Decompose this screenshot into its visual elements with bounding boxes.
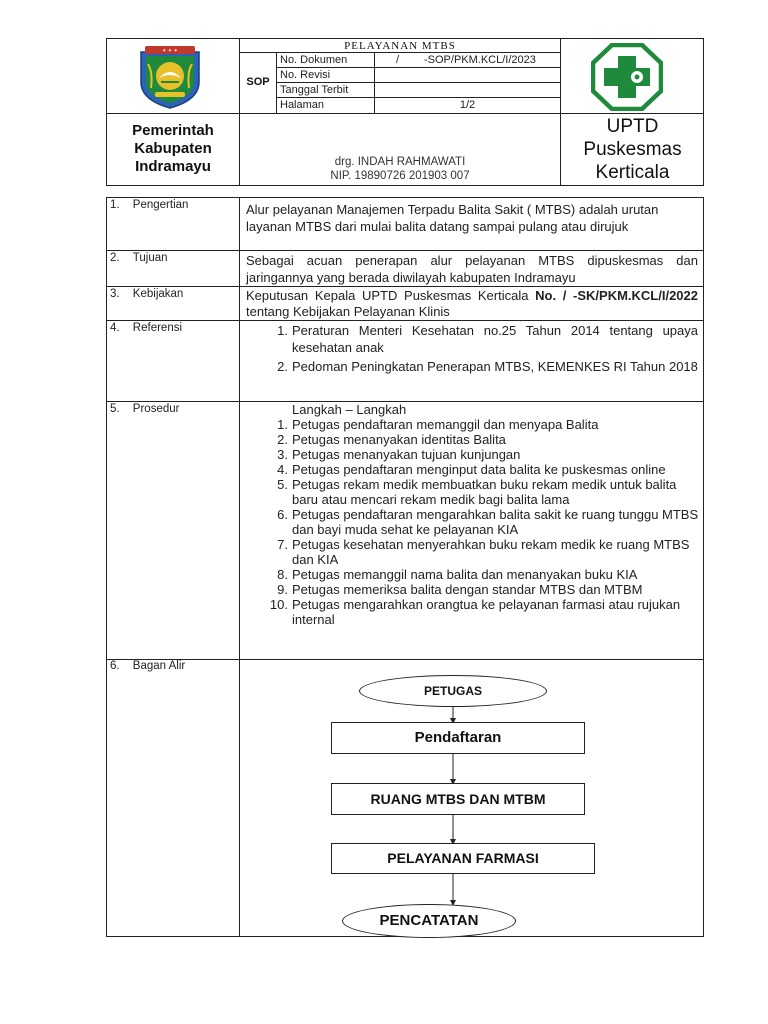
procedure-step-text: Petugas memanggil nama balita dan menanyakan buku KIA [292, 567, 638, 582]
procedure-step [268, 477, 700, 507]
list-item-text: Peraturan Menteri Kesehatan no.25 Tahun 2014 tentang upaya kesehatan anak [292, 323, 698, 355]
row-label-prosedur [110, 403, 179, 415]
flow-end-oval: PENCATATAN [342, 904, 516, 938]
list-item-text: Pedoman Peningkatan Penerapan MTBS, KEMENKES RI Tahun 2018 [292, 359, 698, 374]
government-name-line: Indramayu [135, 158, 211, 175]
uptd-name-line: UPTD [606, 116, 659, 137]
row-label: Prosedur [132, 403, 180, 415]
flow-start-oval: PETUGAS [359, 675, 547, 707]
tujuan-text: Sebagai acuan penerapan alur pelayanan MTBS dipuskesmas dan jaringannya yang berada diwilayah kabupaten Indramayu [246, 253, 698, 285]
procedure-step [268, 447, 700, 462]
list-item [268, 358, 698, 375]
row-label: Tujuan [132, 252, 168, 264]
flow-box-pelayanan-farmasi: PELAYANAN FARMASI [331, 843, 595, 874]
meta-value-no-dokumen: -SOP/PKM.KCL/I/2023 [424, 54, 536, 66]
procedure-step-number: 2. [277, 432, 288, 447]
procedure-step [268, 597, 700, 627]
row-label-pengertian [110, 199, 188, 211]
flowchart [240, 660, 704, 936]
procedure-step-text: Petugas mengarahkan orangtua ke pelayanan farmasi atau rujukan internal [292, 597, 681, 627]
procedure-step-number: 6. [277, 507, 288, 522]
list-item-number: 1. [277, 323, 288, 338]
row-number: 3. [110, 288, 120, 300]
flow-box-pendaftaran: Pendaftaran [331, 722, 585, 754]
table-divider [106, 286, 704, 287]
meta-label-halaman: Halaman [280, 99, 325, 111]
kebijakan-text [246, 288, 698, 320]
procedure-step [268, 567, 700, 582]
government-name-line: Kabupaten [134, 140, 212, 157]
row-label: Kebijakan [132, 288, 184, 300]
procedure-step-number: 4. [277, 462, 288, 477]
row-label: Referensi [132, 322, 183, 334]
kebijakan-text-c: tentang Kebijakan Pelayanan Klinis [246, 304, 450, 319]
row-number: 4. [110, 322, 120, 334]
row-label-kebijakan [110, 288, 183, 300]
procedure-step-text: Petugas kesehatan menyerahkan buku rekam medik ke ruang MTBS dan KIA [292, 537, 690, 567]
uptd-name-line: Kerticala [595, 162, 670, 183]
referensi-list [268, 322, 698, 375]
row-label-bagan-alir [110, 660, 185, 672]
procedure-step-text: Petugas memeriksa balita dengan standar MTBS dan MTBM [292, 582, 643, 597]
flow-box-ruang-mtbs: RUANG MTBS DAN MTBM [331, 783, 585, 815]
procedure-step [268, 507, 700, 537]
meta-label-tanggal-terbit: Tanggal Terbit [280, 84, 349, 96]
pengertian-text: Alur pelayanan Manajemen Terpadu Balita Sakit ( MTBS) adalah urutan layanan MTBS dari mulai balita datang sampai pulang atau dirujuk [246, 202, 659, 234]
signatory-block [240, 155, 560, 183]
meta-value-slash: / [396, 54, 400, 66]
procedure-step-text: Petugas pendaftaran menginput data balita ke puskesmas online [292, 462, 666, 477]
procedure-step-number: 9. [277, 582, 288, 597]
svg-text:✦ ✦ ✦: ✦ ✦ ✦ [162, 48, 178, 54]
uptd-name-line: Puskesmas [583, 139, 682, 160]
row-number: 6. [110, 660, 120, 672]
procedure-step-number: 8. [277, 567, 288, 582]
row-number: 2. [110, 252, 120, 264]
procedure-step-number: 10. [269, 597, 288, 612]
puskesmas-logo-icon [591, 43, 663, 116]
signatory-name: drg. INDAH RAHMAWATI [334, 156, 466, 168]
list-item [268, 322, 698, 356]
kabupaten-emblem-icon [133, 42, 207, 115]
meta-label-no-revisi: No. Revisi [280, 69, 331, 81]
procedure-step-number: 5. [277, 477, 288, 492]
procedure-step-text: Petugas pendaftaran mengarahkan balita sakit ke ruang tunggu MTBS dan bayi muda sehat ke pelayanan KIA [292, 507, 699, 537]
list-item-number: 2. [277, 359, 288, 374]
prosedur-steps [268, 417, 700, 627]
procedure-step-number: 1. [277, 417, 288, 432]
procedure-step-text: Petugas menanyakan identitas Balita [292, 432, 506, 447]
procedure-step-text: Petugas menanyakan tujuan kunjungan [292, 447, 521, 462]
row-label-referensi [110, 322, 182, 334]
procedure-step-number: 3. [277, 447, 288, 462]
procedure-step [268, 537, 700, 567]
row-label-tujuan [110, 252, 168, 264]
prosedur-heading: Langkah – Langkah [292, 402, 407, 417]
header-divider [276, 67, 560, 68]
procedure-step [268, 432, 700, 447]
kebijakan-text-a: Keputusan Kepala UPTD Puskesmas Kerticala [246, 288, 529, 303]
table-divider [106, 320, 704, 321]
row-label: Bagan Alir [132, 660, 186, 672]
row-number: 5. [110, 403, 120, 415]
meta-label-no-dokumen: No. Dokumen [280, 54, 348, 66]
header-divider [239, 52, 560, 53]
procedure-step [268, 462, 700, 477]
procedure-step-text: Petugas pendaftaran memanggil dan menyapa Balita [292, 417, 599, 432]
table-divider [106, 250, 704, 251]
header-divider [276, 82, 560, 83]
header-divider [276, 97, 560, 98]
government-name-line: Pemerintah [132, 122, 214, 139]
procedure-step-text: Petugas rekam medik membuatkan buku rekam medik untuk balita baru atau mencari rekam medik bagi balita lama [292, 477, 677, 507]
sop-label: SOP [246, 76, 270, 88]
signatory-nip: NIP. 19890726 201903 007 [330, 170, 470, 182]
kebijakan-sk-number: No. / -SK/PKM.KCL/I/2022 [535, 288, 698, 303]
procedure-step [268, 582, 700, 597]
document-title: PELAYANAN MTBS [344, 40, 456, 52]
row-number: 1. [110, 199, 120, 211]
meta-value-halaman: 1/2 [459, 99, 476, 111]
row-label: Pengertian [132, 199, 189, 211]
procedure-step [268, 417, 700, 432]
government-name [107, 122, 239, 176]
uptd-name [561, 115, 704, 184]
procedure-step-number: 7. [277, 537, 288, 552]
